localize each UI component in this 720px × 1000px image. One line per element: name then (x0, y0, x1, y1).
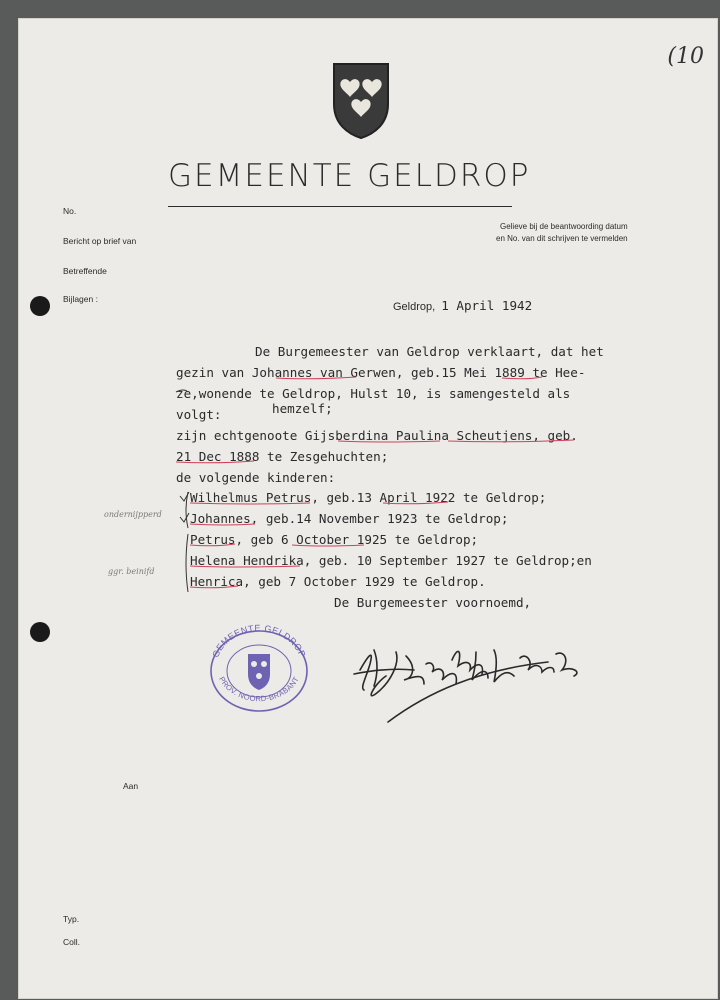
bracket-mark (186, 492, 188, 528)
bracket-mark (186, 534, 188, 592)
label-betreffende: Betreffende (63, 266, 107, 276)
label-aan: Aan (123, 781, 139, 791)
label-bijlagen: Bijlagen : (63, 294, 98, 304)
date-place: Geldrop, (393, 301, 436, 313)
label-no: No. (63, 206, 77, 216)
body-line: ze,wonende te Geldrop, Hulst 10, is samengesteld als (176, 386, 571, 401)
body-line: 21 Dec 1888 te Zesgehuchten; (176, 449, 389, 464)
title-rule (168, 206, 512, 207)
stamp-top-text: GEMEENTE GELDROP (210, 624, 308, 659)
svg-text:GEMEENTE GELDROP (210, 624, 307, 659)
closing-line: De Burgemeester voornoemd, (334, 595, 532, 610)
reply-note-line: en No. van dit schrijven te vermelden (496, 234, 628, 243)
punch-hole-bottom (30, 622, 50, 642)
body-line: gezin van Johannes van Gerwen, geb.15 Mei 1889 te Hee- (176, 365, 586, 380)
body-line: volgt: (176, 407, 222, 422)
child-line: Henrica, geb 7 October 1929 te Geldrop. (190, 574, 486, 589)
body-line: zijn echtgenoote Gijsberdina Paulina Scheutjens, geb. (176, 428, 578, 443)
punch-hole-top (30, 296, 50, 316)
child-line: Wilhelmus Petrus, geb.13 April 1922 te Geldrop; (190, 490, 547, 505)
body-line: De Burgemeester van Geldrop verklaart, dat het (255, 344, 604, 359)
mayor-signature-icon (348, 630, 618, 730)
reply-note-line: Gelieve bij de beantwoording datum (499, 222, 628, 231)
child-line: Helena Hendrika, geb. 10 September 1927 te Geldrop;en (190, 553, 592, 568)
child-line: Petrus, geb 6 October 1925 te Geldrop; (190, 532, 479, 547)
body-line: hemzelf; (272, 401, 333, 416)
stamp-shield-icon (248, 654, 270, 690)
body-line: de volgende kinderen: (176, 470, 336, 485)
letter-sheet (18, 18, 718, 999)
date-value: 1 April 1942 (441, 298, 533, 313)
margin-note: ondernijpperd (104, 510, 162, 519)
label-typ: Typ. (63, 914, 80, 924)
label-bericht: Bericht op brief van (63, 236, 137, 246)
tick-mark (180, 513, 189, 522)
archive-number: (10 (667, 44, 704, 69)
stamp-bottom-text: PROV. NOORD-BRABANT (217, 675, 301, 704)
margin-note: ggr. beinifd (108, 567, 155, 576)
municipal-stamp (204, 624, 314, 714)
municipality-title: GEMEENTE GELDROP (168, 158, 531, 194)
child-line: Johannes, geb.14 November 1923 te Geldrop; (190, 511, 509, 526)
letter-date (393, 298, 532, 313)
label-coll: Coll. (63, 937, 81, 947)
tick-mark (180, 492, 189, 501)
heart-shield-crest-icon (330, 60, 392, 140)
reply-note (496, 221, 628, 245)
